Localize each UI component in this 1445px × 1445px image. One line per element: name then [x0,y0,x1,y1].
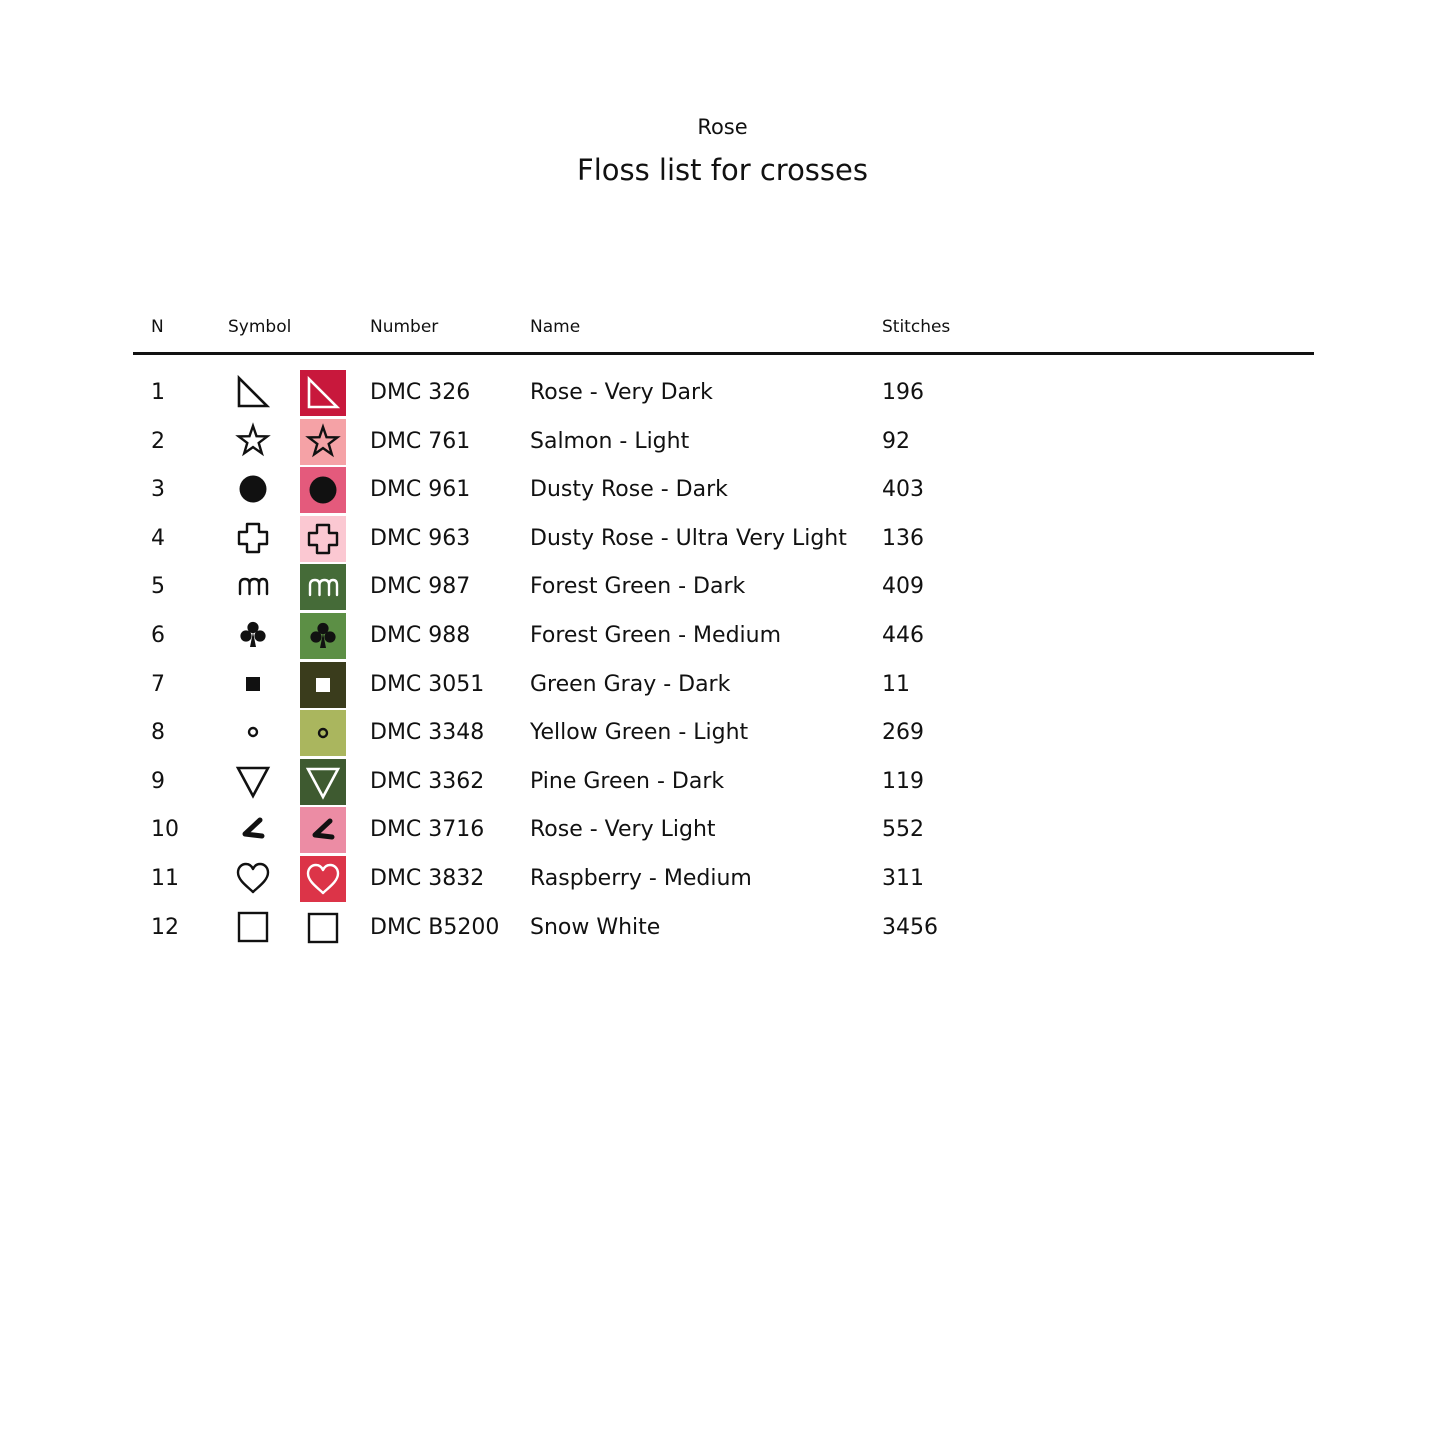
floss-number: DMC 3832 [370,865,485,891]
color-swatch [300,613,346,659]
floss-name: Dusty Rose - Dark [530,477,728,503]
color-swatch [300,662,346,708]
right-triangle-icon [233,372,273,412]
floss-number: DMC 987 [370,574,471,600]
star-icon [233,421,273,461]
table-row [0,564,1445,613]
table-row [0,759,1445,808]
column-header-name: Name [530,317,581,337]
table-row [0,467,1445,516]
row-index: 11 [151,865,179,891]
floss-number: DMC 988 [370,622,471,648]
floss-name: Rose - Very Dark [530,380,713,405]
color-swatch [300,905,346,951]
row-index: 9 [151,768,165,794]
row-index: 1 [151,380,165,405]
table-row [0,662,1445,711]
floss-number: DMC 3362 [370,768,485,794]
pattern-name: Rose [697,115,748,139]
floss-name: Green Gray - Dark [530,671,731,697]
row-index: 2 [151,428,165,454]
row-index: 8 [151,720,165,746]
floss-number: DMC 961 [370,477,471,503]
color-swatch [300,759,346,805]
color-swatch [300,564,346,610]
color-swatch [300,516,346,562]
stitch-count: 311 [882,865,924,891]
row-index: 5 [151,574,165,600]
filled-circle-icon [233,469,273,509]
floss-table [0,370,1445,953]
floss-name: Dusty Rose - Ultra Very Light [530,525,847,551]
stitch-count: 446 [882,622,924,648]
stitch-count: 552 [882,817,924,843]
stitch-count: 3456 [882,914,938,940]
m-glyph-icon [233,566,273,606]
stitch-count: 409 [882,574,924,600]
table-row [0,710,1445,759]
floss-name: Pine Green - Dark [530,768,725,794]
stitch-count: 92 [882,428,910,454]
color-swatch [300,710,346,756]
column-header-number: Number [370,317,439,337]
table-row [0,856,1445,905]
color-swatch [300,370,346,416]
column-header-n: N [151,317,164,337]
color-swatch [300,467,346,513]
floss-name: Snow White [530,914,661,940]
small-square-icon [233,664,273,704]
floss-name: Rose - Very Light [530,817,716,843]
stitch-count: 196 [882,380,924,405]
stitch-count: 136 [882,525,924,551]
column-header-symbol: Symbol [228,317,292,337]
page-title: Floss list for crosses [577,153,868,187]
row-index: 10 [151,817,179,843]
table-row [0,516,1445,565]
header-divider [133,352,1314,355]
floss-number: DMC 3716 [370,817,485,843]
row-index: 3 [151,477,165,503]
row-index: 7 [151,671,165,697]
square-outline-icon [233,907,273,947]
angle-stroke-icon [233,809,273,849]
floss-name: Forest Green - Medium [530,622,782,648]
table-row [0,419,1445,468]
stitch-count: 269 [882,720,924,746]
floss-number: DMC 3051 [370,671,485,697]
table-row [0,613,1445,662]
color-swatch [300,856,346,902]
floss-number: DMC 963 [370,525,471,551]
floss-name: Salmon - Light [530,428,690,454]
floss-name: Raspberry - Medium [530,865,752,891]
stitch-count: 11 [882,671,910,697]
column-header-stitches: Stitches [882,317,951,337]
cross-outline-icon [233,518,273,558]
row-index: 12 [151,914,179,940]
club-icon [233,615,273,655]
heart-icon [233,858,273,898]
table-row [0,905,1445,954]
small-circle-icon [233,712,273,752]
down-triangle-icon [233,761,273,801]
floss-number: DMC 326 [370,380,471,405]
floss-number: DMC B5200 [370,914,500,940]
table-row [0,807,1445,856]
floss-number: DMC 761 [370,428,471,454]
stitch-count: 403 [882,477,924,503]
row-index: 6 [151,622,165,648]
floss-name: Forest Green - Dark [530,574,746,600]
color-swatch [300,807,346,853]
row-index: 4 [151,525,165,551]
floss-number: DMC 3348 [370,720,485,746]
stitch-count: 119 [882,768,924,794]
table-row [0,370,1445,419]
floss-name: Yellow Green - Light [530,720,749,746]
color-swatch [300,419,346,465]
